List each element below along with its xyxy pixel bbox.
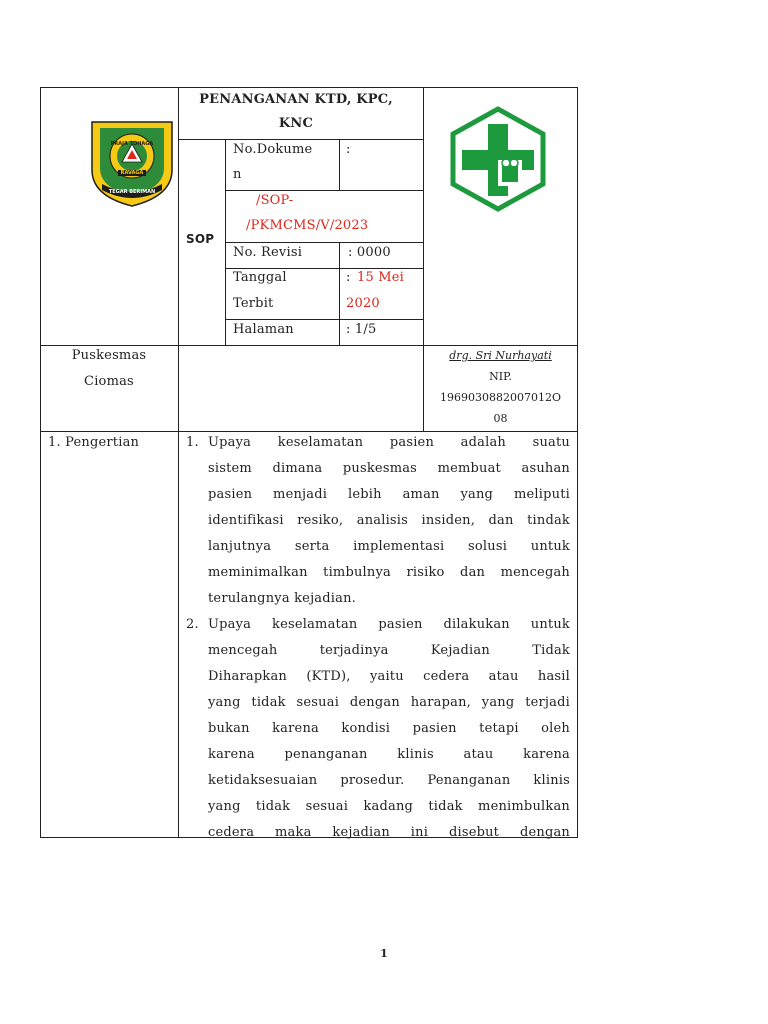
item-line: identifikasi resiko, analisis insiden, dan tindak: [208, 513, 570, 528]
issue-date-value-l1: 15 Mei: [357, 270, 405, 285]
issue-date-value-l2: 2020: [346, 296, 380, 311]
item-line: Upaya keselamatan pasien adalah suatu: [208, 435, 570, 450]
item-text: [208, 612, 570, 846]
signatory-nip-l2: 08: [493, 412, 508, 425]
item-line: karena penanganan klinis atau karena: [208, 747, 570, 762]
border-col-value-2: [339, 242, 340, 346]
document-title-line2: KNC: [278, 116, 314, 131]
item-line: meminimalkan timbulnya risiko dan mencegah: [208, 565, 570, 580]
doc-number-l1: /SOP-: [256, 193, 294, 208]
doc-number-value: :: [346, 142, 351, 157]
border-col1: [178, 87, 179, 838]
item-line: terulangnya kejadian.: [208, 591, 356, 606]
sop-label: SOP: [186, 232, 215, 246]
institution-name-l1: Puskesmas: [71, 348, 147, 363]
emblem-text-top: PRAJA TOHAGA: [110, 141, 154, 147]
emblem-text-mid: RAVAGA: [120, 170, 144, 176]
item-line: lanjutnya serta implementasi solusi untuk: [208, 539, 570, 554]
item-line: bukan karena kondisi pasien tetapi oleh: [208, 721, 570, 736]
item-line: ketidaksesuaian prosedur. Penanganan klinis: [208, 773, 570, 788]
revision-label: No. Revisi: [233, 245, 303, 260]
kabupaten-bogor-emblem-icon: [88, 118, 176, 210]
item-line: yang tidak sesuai kadang tidak menimbulkan: [208, 799, 570, 814]
item-line: pasien menjadi lebih aman yang meliputi: [208, 487, 570, 502]
issue-date-colon: :: [346, 270, 351, 285]
signatory-nip-l1: 1969030882007012O: [440, 391, 561, 404]
border-right: [577, 87, 578, 838]
border-left: [40, 87, 41, 838]
issue-date-label-l1: Tanggal: [233, 270, 287, 285]
section-label: 1. Pengertian: [48, 435, 140, 450]
item-line: sistem dimana puskesmas membuat asuhan: [208, 461, 570, 476]
doc-number-label-l2: n: [233, 167, 242, 182]
page-number: 1: [380, 947, 388, 960]
signatory-name: drg. Sri Nurhayati: [449, 349, 552, 362]
issue-date-label-l2: Terbit: [233, 296, 274, 311]
doc-number-l2: /PKMCMS/V/2023: [246, 218, 369, 233]
border-col-sop: [225, 139, 226, 346]
item-text: [208, 430, 570, 612]
item-line: cedera maka kejadian ini disebut dengan: [208, 825, 570, 840]
puskesmas-cross-logo-icon: [448, 106, 548, 212]
item-line: Upaya keselamatan pasien dilakukan untuk: [208, 617, 570, 632]
item-line: Diharapkan (KTD), yaitu cedera atau hasil: [208, 669, 570, 684]
revision-value: : 0000: [348, 245, 391, 260]
page-label: Halaman: [233, 322, 294, 337]
item-line: yang tidak sesuai dengan harapan, yang terjadi: [208, 695, 570, 710]
document-title-line1: PENANGANAN KTD, KPC,: [199, 92, 393, 107]
border-col-value: [339, 139, 340, 191]
emblem-motto: TEGAR BERIMAN: [108, 189, 156, 195]
signatory-nip-label: NIP.: [489, 370, 512, 383]
item-line: mencegah terjadinya Kejadian Tidak: [208, 643, 570, 658]
doc-number-label-l1: No.Dokume: [233, 142, 313, 157]
page-value: : 1/5: [346, 322, 377, 337]
item-number: 2.: [186, 617, 199, 632]
item-number: 1.: [186, 435, 199, 450]
institution-name-l2: Ciomas: [84, 374, 134, 389]
